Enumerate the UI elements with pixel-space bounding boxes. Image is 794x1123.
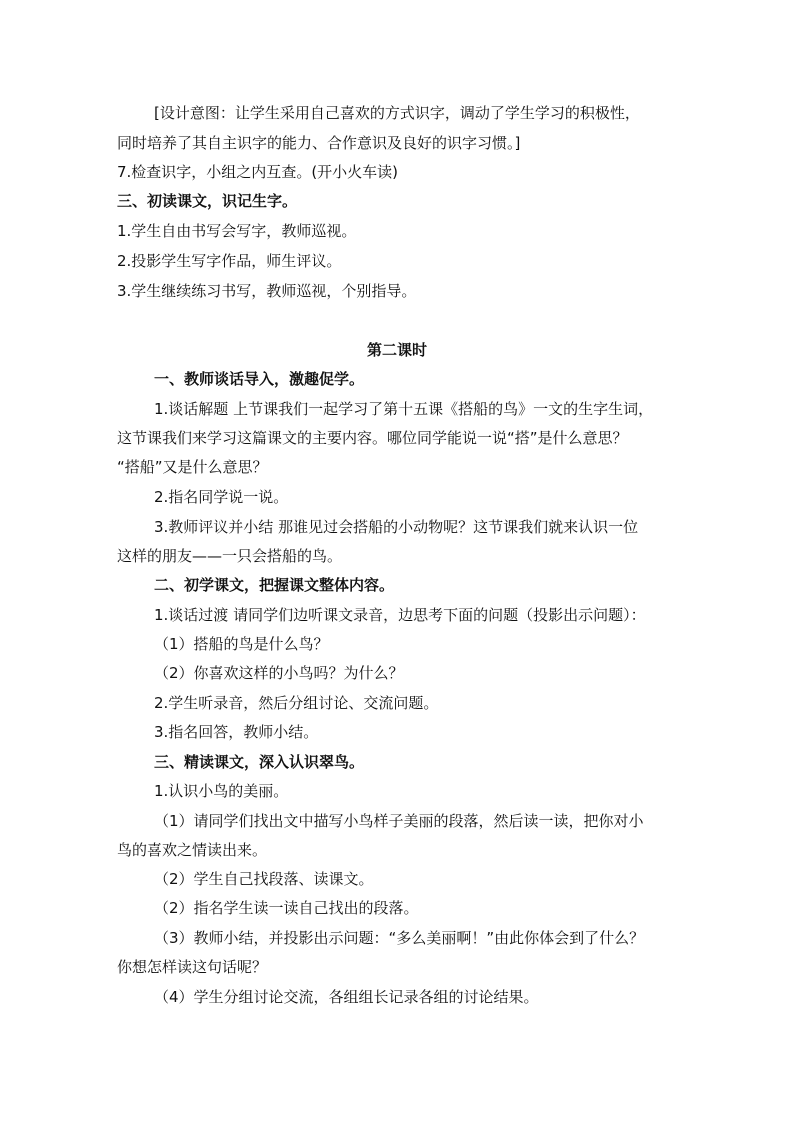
paragraph-2: 2.指名同学说一说。 <box>154 488 289 506</box>
sub-item-1-line-2: 鸟的喜欢之情读出来。 <box>117 841 268 859</box>
item-1: 1.学生自由书写会写字，教师巡视。 <box>117 222 357 240</box>
section-heading-1: 一、教师谈话导入，激趣促学。 <box>154 370 365 388</box>
design-intent-line-1: [设计意图：让学生采用自己喜欢的方式识字，调动了学生学习的积极性， <box>154 104 640 122</box>
item-3: 3.学生继续练习书写，教师巡视，个别指导。 <box>117 282 417 300</box>
paragraph-1-line-2: 这节课我们来学习这篇课文的主要内容。哪位同学能说一说“搭”是什么意思？ <box>117 429 628 447</box>
sub-item-4: （4）学生分组讨论交流，各组组长记录各组的讨论结果。 <box>154 988 539 1006</box>
paragraph-1-line-1: 1.谈话解题 上节课我们一起学习了第十五课《搭船的鸟》一文的生字生词， <box>154 400 654 418</box>
section-heading-2: 二、初学课文，把握课文整体内容。 <box>154 576 395 594</box>
step-answer: 3.指名回答，教师小结。 <box>154 723 319 741</box>
paragraph-3-line-1: 3.教师评议并小结 那谁见过会搭船的小动物呢？这节课我们就来认识一位 <box>154 518 639 536</box>
paragraph-3-line-2: 这样的朋友——一只会搭船的鸟。 <box>117 547 343 565</box>
sub-item-2b: （2）指名学生读一读自己找出的段落。 <box>154 899 419 917</box>
sub-item-3-line-1: （3）教师小结，并投影出示问题：“多么美丽啊！”由此你体会到了什么？ <box>154 929 645 947</box>
sub-item-2a: （2）学生自己找段落、读课文。 <box>154 870 374 888</box>
question-2: （2）你喜欢这样的小鸟吗？为什么？ <box>154 664 404 682</box>
question-1: （1）搭船的鸟是什么鸟？ <box>154 635 329 653</box>
section-heading-3-lesson1: 三、初读课文，识记生字。 <box>117 192 298 210</box>
lesson-2-title: 第二课时 <box>366 341 427 359</box>
paragraph-1-line-3: “搭船”又是什么意思？ <box>117 458 268 476</box>
sub-item-1-line-1: （1）请同学们找出文中描写小鸟样子美丽的段落，然后读一读，把你对小 <box>154 812 644 830</box>
design-intent-line-2: 同时培养了其自主识字的能力、合作意识及良好的识字习惯。] <box>117 134 521 152</box>
sub-item-3-line-2: 你想怎样读这句话呢？ <box>117 958 268 976</box>
section-heading-3: 三、精读课文，深入认识翠鸟。 <box>154 753 365 771</box>
subsection-1: 1.认识小鸟的美丽。 <box>154 782 289 800</box>
step-listen: 2.学生听录音，然后分组讨论、交流问题。 <box>154 694 439 712</box>
transition-paragraph: 1.谈话过渡 请同学们边听课文录音，边思考下面的问题（投影出示问题）： <box>154 606 646 624</box>
item-2: 2.投影学生写字作品，师生评议。 <box>117 252 342 270</box>
step-7: 7.检查识字，小组之内互查。(开小火车读) <box>117 163 399 181</box>
